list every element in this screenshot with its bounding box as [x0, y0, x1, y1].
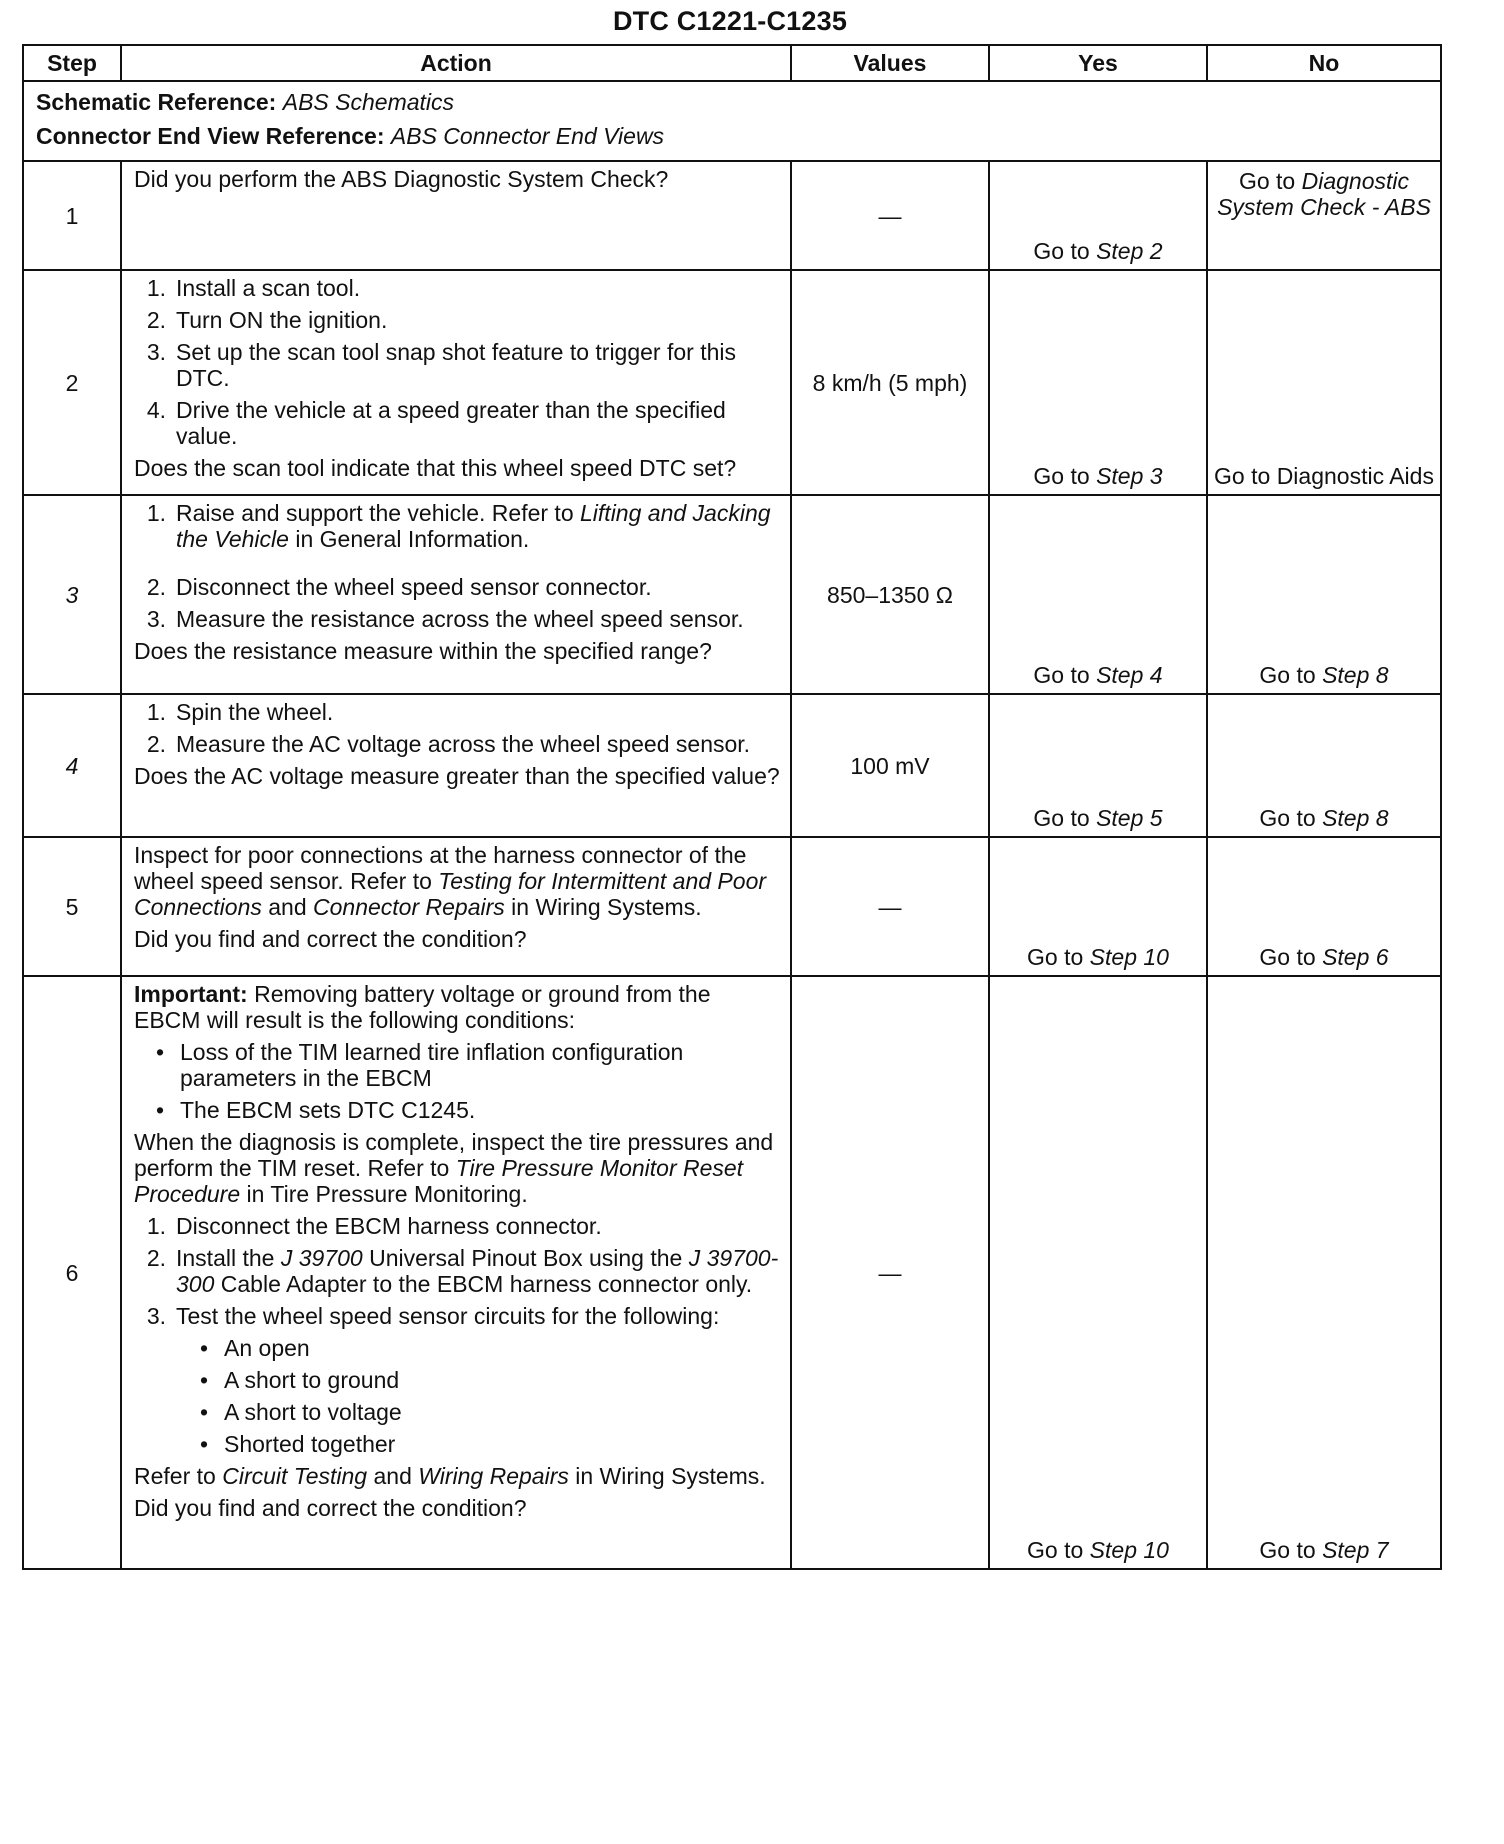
value-cell: 8 km/h (5 mph) — [791, 270, 989, 495]
step-link[interactable]: Step 7 — [1322, 1537, 1389, 1563]
numbered-list — [134, 500, 780, 632]
step-link[interactable]: Step 10 — [1089, 1537, 1169, 1563]
no-cell — [1207, 495, 1441, 694]
header-step: Step — [23, 45, 121, 81]
question-text: Does the resistance measure within the specified range? — [134, 638, 712, 664]
list-item: 1. Spin the wheel. — [146, 699, 334, 725]
table-row — [23, 837, 1441, 976]
yes-cell — [989, 976, 1207, 1569]
action-cell — [121, 495, 791, 694]
diagnostic-aids-link[interactable]: Go to Diagnostic Aids — [1214, 463, 1434, 489]
numbered-list — [134, 275, 780, 449]
connector-reference-label: Connector End View Reference: — [36, 123, 385, 149]
list-item: • An open — [200, 1335, 310, 1361]
step-link[interactable]: Step 2 — [1096, 238, 1163, 264]
numbered-list — [134, 699, 780, 757]
numbered-list — [134, 1213, 780, 1457]
no-cell — [1207, 694, 1441, 837]
refer-text: Refer to Circuit Testing and Wiring Repairs in Wiring Systems. — [134, 1463, 766, 1489]
instruction-text: Inspect for poor connections at the harness connector of the wheel speed sensor. Refer to Testing for Intermittent and Poor Connections and Connector Repairs in Wiring Systems. — [134, 842, 767, 920]
list-item: 3. Test the wheel speed sensor circuits for the following: — [146, 1303, 720, 1329]
pinout-box-tool: J 39700 — [280, 1245, 363, 1271]
yes-cell — [989, 270, 1207, 495]
important-note: Important: Removing battery voltage or ground from the EBCM will result is the following conditions: — [134, 981, 711, 1033]
step-link[interactable]: Step 6 — [1322, 944, 1389, 970]
step-number: 1 — [23, 161, 121, 270]
circuit-testing-link[interactable]: Circuit Testing — [222, 1463, 368, 1489]
step-number: 2 — [23, 270, 121, 495]
go-to-text: Go to — [1259, 805, 1316, 831]
schematic-reference — [36, 87, 1428, 121]
yes-cell — [989, 495, 1207, 694]
no-cell — [1207, 270, 1441, 495]
action-cell — [121, 694, 791, 837]
document-title: DTC C1221-C1235 — [612, 6, 848, 36]
no-cell — [1207, 837, 1441, 976]
cable-adapter-tool: J 39700-300 — [176, 1245, 779, 1297]
action-cell — [121, 837, 791, 976]
list-item: • A short to ground — [200, 1367, 400, 1393]
value-cell: 100 mV — [791, 694, 989, 837]
yes-cell — [989, 161, 1207, 270]
step-link[interactable]: Step 8 — [1322, 805, 1389, 831]
schematic-reference-label: Schematic Reference: — [36, 89, 277, 115]
table-row — [23, 161, 1441, 270]
list-item: 2. Turn ON the ignition. — [146, 307, 388, 333]
step-link[interactable]: Step 8 — [1322, 662, 1389, 688]
value-cell: — — [791, 837, 989, 976]
value-cell: — — [791, 161, 989, 270]
question-text: Does the scan tool indicate that this wheel speed DTC set? — [134, 455, 737, 481]
go-to-text: Go to — [1259, 662, 1316, 688]
go-to-text: Go to — [1238, 168, 1296, 194]
go-to-text: Go to — [1027, 1537, 1084, 1563]
step-link[interactable]: Step 10 — [1089, 944, 1169, 970]
action-cell — [121, 161, 791, 270]
go-to-text: Go to — [1027, 944, 1084, 970]
list-item: 1. Raise and support the vehicle. Refer to Lifting and Jacking the Vehicle in General Information. — [146, 500, 771, 552]
step-link[interactable]: Step 5 — [1096, 805, 1163, 831]
schematic-reference-link[interactable]: ABS Schematics — [282, 89, 455, 115]
action-cell — [121, 976, 791, 1569]
intermittent-connections-link[interactable]: Testing for Intermittent and Poor Connections — [134, 868, 767, 920]
important-label: Important: — [134, 981, 248, 1007]
table-row — [23, 694, 1441, 837]
diagnostic-table — [22, 44, 1442, 1570]
go-to-text: Go to — [1259, 944, 1316, 970]
value-cell: — — [791, 976, 989, 1569]
question-text: Does the AC voltage measure greater than the specified value? — [134, 763, 780, 789]
go-to-text: Go to — [1033, 662, 1090, 688]
table-row — [23, 495, 1441, 694]
yes-cell — [989, 694, 1207, 837]
tim-reset-note: When the diagnosis is complete, inspect the tire pressures and perform the TIM reset. Refer to Tire Pressure Monitor Reset Procedure in Tire Pressure Monitoring. — [134, 1129, 774, 1207]
step-number: 6 — [23, 976, 121, 1569]
connector-reference-link[interactable]: ABS Connector End Views — [390, 123, 665, 149]
lifting-jacking-link[interactable]: Lifting and Jacking the Vehicle — [176, 500, 771, 552]
no-cell — [1207, 161, 1441, 270]
go-to-text: Go to — [1259, 1537, 1316, 1563]
list-item: • Shorted together — [200, 1431, 396, 1457]
reference-row — [23, 81, 1441, 161]
list-item: 2. Measure the AC voltage across the wheel speed sensor. — [146, 731, 751, 757]
yes-cell — [989, 837, 1207, 976]
step-number: 3 — [23, 495, 121, 694]
reference-cell — [23, 81, 1441, 161]
list-item: • A short to voltage — [200, 1399, 402, 1425]
step-number: 5 — [23, 837, 121, 976]
list-item: 1. Disconnect the EBCM harness connector. — [146, 1213, 602, 1239]
value-cell: 850–1350 Ω — [791, 495, 989, 694]
no-cell — [1207, 976, 1441, 1569]
list-item: 3. Measure the resistance across the wheel speed sensor. — [146, 606, 744, 632]
go-to-text: Go to — [1033, 238, 1090, 264]
go-to-text: Go to — [1033, 805, 1090, 831]
header-no: No — [1207, 45, 1441, 81]
go-to-text: Go to — [1033, 463, 1090, 489]
list-item: 3. Set up the scan tool snap shot feature to trigger for this DTC. — [146, 339, 736, 391]
table-row — [23, 976, 1441, 1569]
step-link[interactable]: Step 3 — [1096, 463, 1163, 489]
diagnostic-system-check-link[interactable]: Diagnostic System Check - ABS — [1217, 168, 1431, 220]
wiring-repairs-link[interactable]: Wiring Repairs — [418, 1463, 569, 1489]
question-text: Did you find and correct the condition? — [134, 926, 527, 952]
header-row — [23, 45, 1441, 81]
connector-repairs-link[interactable]: Connector Repairs — [313, 894, 505, 920]
list-item: • The EBCM sets DTC C1245. — [156, 1097, 476, 1123]
list-item: 2. Install the J 39700 Universal Pinout Box using the J 39700-300 Cable Adapter to the EBCM harness connector only. — [146, 1245, 779, 1297]
list-item: 2. Disconnect the wheel speed sensor connector. — [146, 574, 652, 600]
step-number: 4 — [23, 694, 121, 837]
step-link[interactable]: Step 4 — [1096, 662, 1163, 688]
header-yes: Yes — [989, 45, 1207, 81]
action-cell — [121, 270, 791, 495]
list-item: • Loss of the TIM learned tire inflation configuration parameters in the EBCM — [156, 1039, 684, 1091]
question-text: Did you find and correct the condition? — [134, 1495, 527, 1521]
tire-pressure-reset-link[interactable]: Tire Pressure Monitor Reset Procedure — [134, 1155, 744, 1207]
list-item: 4. Drive the vehicle at a speed greater than the specified value. — [146, 397, 726, 449]
question-text: Did you perform the ABS Diagnostic System Check? — [134, 166, 669, 192]
list-item: 1. Install a scan tool. — [146, 275, 361, 301]
header-action: Action — [121, 45, 791, 81]
table-row — [23, 270, 1441, 495]
header-values: Values — [791, 45, 989, 81]
connector-reference — [36, 121, 1428, 155]
